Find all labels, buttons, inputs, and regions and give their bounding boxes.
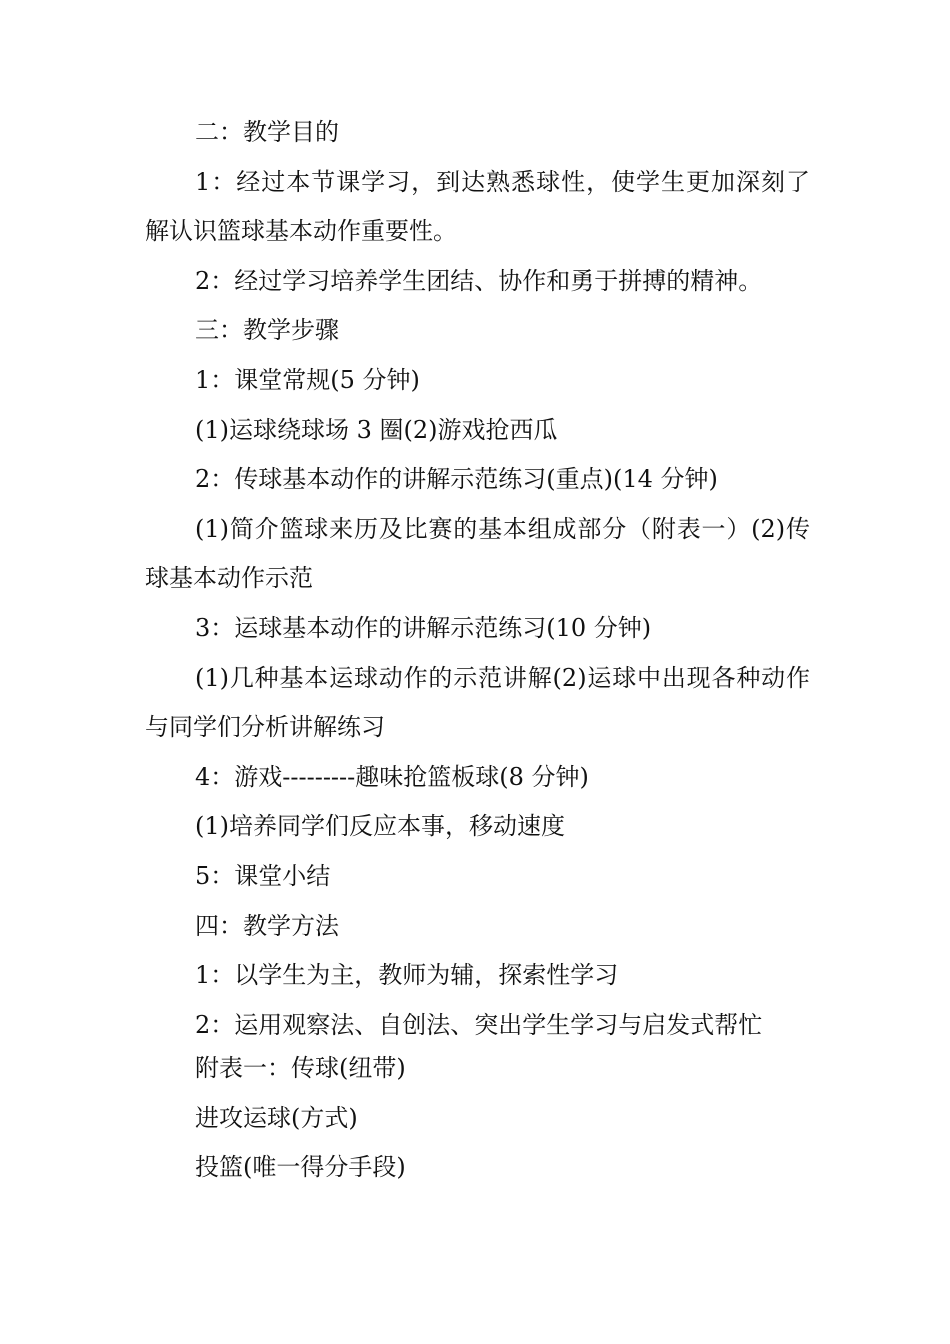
paragraph: (1)运球绕球场 3 圈(2)游戏抢西瓜 (195, 415, 558, 444)
appendix-line: 附表一：传球(纽带) (195, 1054, 406, 1083)
appendix-line: 投篮(唯一得分手段) (195, 1153, 406, 1182)
paragraph: 1：经过本节课学习，到达熟悉球性，使学生更加深刻了解认识篮球基本动作重要性。 (145, 167, 810, 246)
paragraph: (1)培养同学们反应本事，移动速度 (195, 812, 565, 841)
paragraph: 2：传球基本动作的讲解示范练习(重点)(14 分钟) (195, 465, 718, 494)
paragraph: 2：经过学习培养学生团结、协作和勇于拼搏的精神。 (195, 266, 763, 295)
paragraph: 5：课堂小结 (195, 861, 331, 890)
section-heading-steps: 三：教学步骤 (195, 316, 339, 345)
section-heading-methods: 四：教学方法 (195, 911, 339, 940)
document-body (145, 108, 810, 1193)
paragraph: 4：游戏---------趣味抢篮板球(8 分钟) (195, 762, 589, 791)
paragraph: 2：运用观察法、自创法、突出学生学习与启发式帮忙 (195, 1010, 763, 1039)
paragraph: (1)几种基本运球动作的示范讲解(2)运球中出现各种动作与同学们分析讲解练习 (145, 663, 810, 742)
section-heading-objectives: 二：教学目的 (195, 118, 339, 146)
paragraph: 1：以学生为主，教师为辅，探索性学习 (195, 961, 619, 990)
paragraph: (1)简介篮球来历及比赛的基本组成部分（附表一）(2)传球基本动作示范 (145, 514, 810, 593)
paragraph: 3：运球基本动作的讲解示范练习(10 分钟) (195, 613, 652, 642)
paragraph: 1：课堂常规(5 分钟) (195, 365, 420, 394)
appendix-line: 进攻运球(方式) (195, 1103, 358, 1132)
